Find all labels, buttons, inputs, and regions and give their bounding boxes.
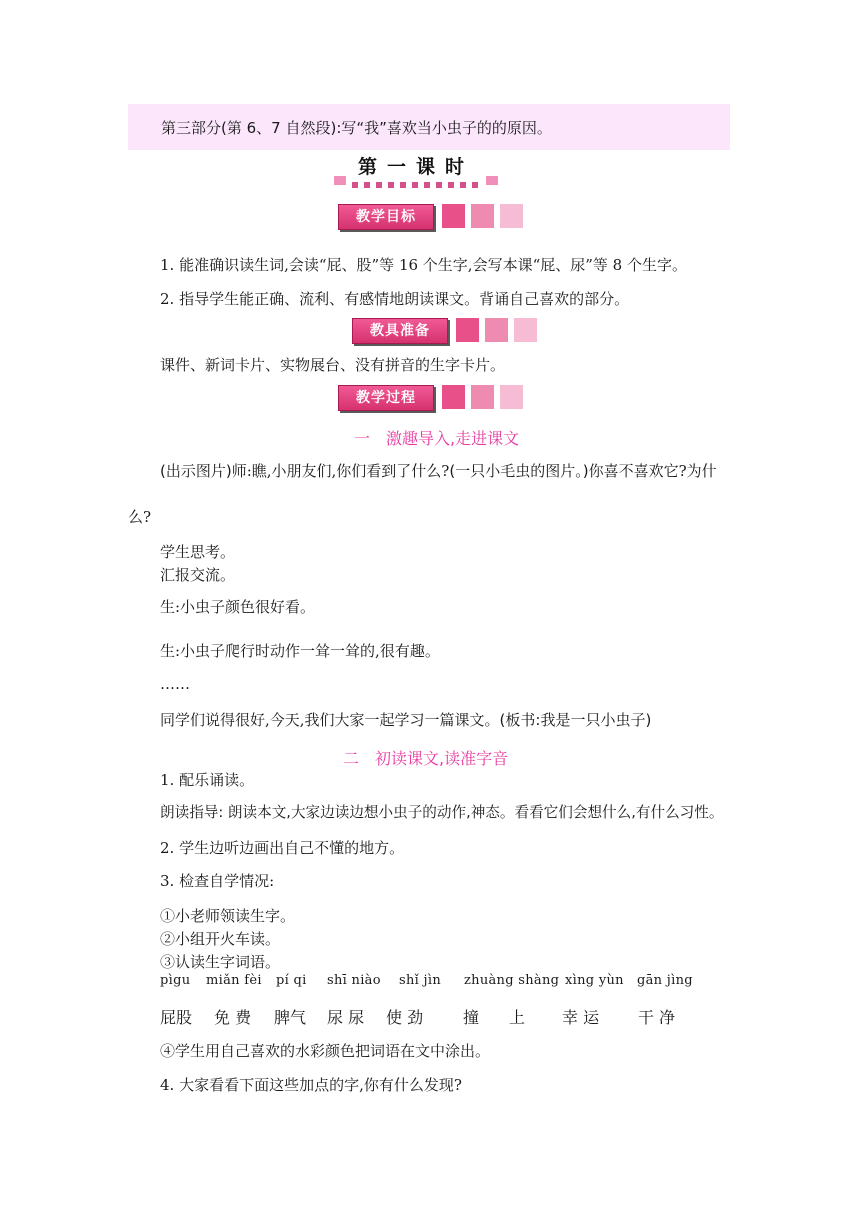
intro-wrap: 么? — [128, 508, 152, 526]
deco-square — [500, 385, 523, 409]
sub-step-3: ③认读生字词语。 — [160, 953, 281, 971]
pinyin: miǎn fèi — [206, 973, 262, 988]
deco-square — [442, 385, 465, 409]
deco-square — [471, 204, 494, 228]
title-dot — [460, 182, 466, 188]
vocab-word: 上 — [509, 1008, 526, 1027]
lesson-title-text: 第一课时 — [357, 156, 474, 178]
vocab-word: 免 费 — [214, 1008, 252, 1027]
vocab-word: 幸 运 — [562, 1008, 600, 1027]
deco-square — [514, 318, 537, 342]
intro-line — [160, 461, 717, 481]
vocab-word: 尿 尿 — [327, 1008, 365, 1027]
title-dot — [376, 182, 382, 188]
title-dot — [400, 182, 406, 188]
title-dot — [364, 182, 370, 188]
title-dot — [448, 182, 454, 188]
section-header-tools — [352, 318, 542, 344]
pinyin: gān jìng — [637, 973, 693, 988]
section-label: 教学过程 — [338, 385, 434, 411]
intro-question: 师:瞧,小朋友们,你们看到了什么? — [231, 462, 450, 480]
banner-text: 第三部分(第 6、7 自然段):写“我”喜欢当小虫子的的原因。 — [161, 119, 552, 137]
report-exchange: 汇报交流。 — [160, 566, 236, 584]
step-3: 3. 检查自学情况: — [160, 872, 275, 890]
summary-text: 同学们说得很好,今天,我们大家一起学习一篇课文。 — [160, 711, 500, 729]
deco-square — [500, 204, 523, 228]
tools-list: 课件、新词卡片、实物展台、没有拼音的生字卡片。 — [160, 356, 506, 374]
pinyin: shǐ jìn — [399, 973, 441, 988]
pinyin: pìgu — [160, 973, 191, 988]
step-4: 4. 大家看看下面这些加点的字,你有什么发现? — [160, 1076, 462, 1094]
goal-2: 2. 指导学生能正确、流利、有感情地朗读课文。背诵自己喜欢的部分。 — [160, 290, 630, 308]
goal-1: 1. 能准确识读生词,会读“屁、股”等 16 个生字,会写本课“屁、尿”等 8 个生字。 — [160, 256, 687, 274]
intro-note: (出示图片) — [160, 462, 232, 480]
pinyin: shī niào — [327, 973, 381, 988]
title-dot — [472, 182, 478, 188]
sub-step-2: ②小组开火车读。 — [160, 930, 281, 948]
vocab-word: 屁股 — [160, 1008, 193, 1027]
sub-step-1: ①小老师领读生字。 — [160, 907, 296, 925]
vocab-word: 撞 — [463, 1008, 480, 1027]
student-answer-2: 生:小虫子爬行时动作一耸一耸的,很有趣。 — [160, 642, 440, 660]
pinyin: pí qi — [276, 973, 307, 988]
deco-square — [485, 318, 508, 342]
student-think: 学生思考。 — [160, 543, 236, 561]
lesson-title — [330, 150, 502, 196]
part2-heading: 二 初读课文,读准字音 — [343, 749, 509, 768]
intro-picture-note: (一只小毛虫的图片。) — [449, 462, 589, 480]
board-note: (板书:我是一只小虫子) — [499, 711, 652, 729]
section-header-process — [338, 385, 528, 411]
step-1: 1. 配乐诵读。 — [160, 771, 255, 789]
vocab-word: 使 劲 — [386, 1008, 424, 1027]
title-dot — [424, 182, 430, 188]
summary-line — [160, 710, 651, 730]
deco-square — [456, 318, 479, 342]
step-2: 2. 学生边听边画出自己不懂的地方。 — [160, 839, 405, 857]
deco-square — [442, 204, 465, 228]
deco-square — [471, 385, 494, 409]
title-dot — [412, 182, 418, 188]
part1-heading: 一 激趣导入,走进课文 — [354, 429, 520, 448]
sub-step-4: ④学生用自己喜欢的水彩颜色把词语在文中涂出。 — [160, 1042, 491, 1060]
reading-guide: 朗读指导: 朗读本文,大家边读边想小虫子的动作,神态。看看它们会想什么,有什么习性。 — [160, 804, 724, 821]
title-dot — [352, 182, 358, 188]
ellipsis: …… — [160, 675, 190, 693]
student-answer-1: 生:小虫子颜色很好看。 — [160, 598, 316, 616]
vocab-word: 干 净 — [638, 1008, 676, 1027]
pinyin: zhuàng shàng — [464, 973, 560, 988]
title-dot — [436, 182, 442, 188]
section-label: 教学目标 — [338, 204, 434, 230]
title-dot — [388, 182, 394, 188]
part-summary-banner — [128, 104, 730, 150]
vocab-word: 脾气 — [274, 1008, 307, 1027]
intro-question-2: 你喜不喜欢它?为什 — [588, 462, 717, 480]
title-deco-left — [334, 176, 346, 185]
section-label: 教具准备 — [352, 318, 448, 344]
pinyin: xìng yùn — [565, 973, 624, 988]
title-deco-right — [486, 176, 498, 185]
section-header-goals — [338, 204, 528, 230]
